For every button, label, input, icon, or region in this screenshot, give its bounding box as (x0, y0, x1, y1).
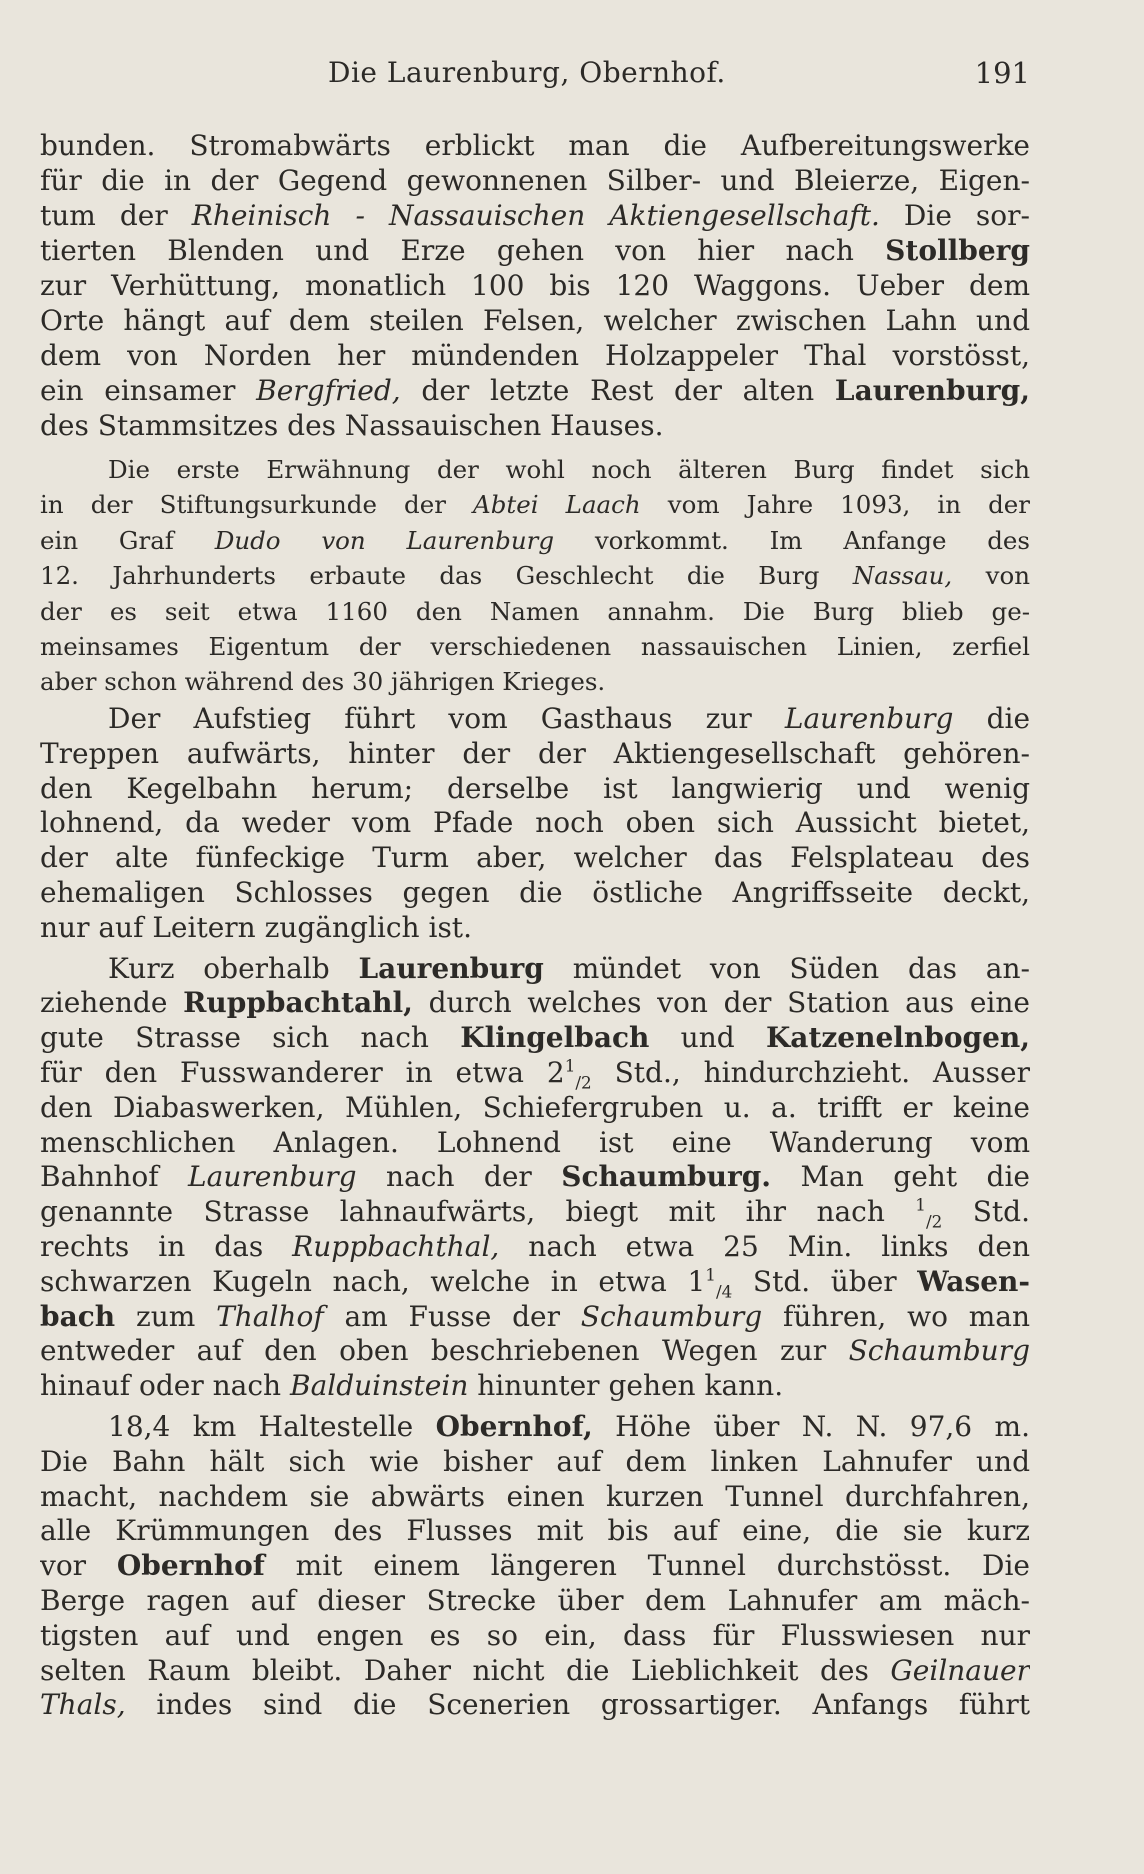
text-line: Berge ragen auf dieser Strecke über dem Lahnufer am mäch- (40, 1583, 1030, 1617)
text-line: zur Verhüttung, monatlich 100 bis 120 Waggons. Ueber dem (40, 269, 1030, 302)
text-line: macht, nachdem sie abwärts einen kurzen Tunnel durchfahren, (40, 1479, 1030, 1513)
running-title: Die Laurenburg, Obernhof. (328, 56, 726, 89)
text-line: ein Graf Dudo von Laurenburg vorkommt. Im Anfange des (40, 525, 1030, 555)
text-line: aber schon während des 30 jährigen Krieges. (40, 667, 606, 697)
text-line: ein einsamer Bergfried, der letzte Rest der alten Laurenburg, (40, 374, 1030, 407)
text-line: 12. Jahrhunderts erbaute das Geschlecht die Burg Nassau, von (40, 561, 1030, 591)
text-line: Orte hängt auf dem steilen Felsen, welcher zwischen Lahn und (40, 304, 1030, 337)
text-line: lohnend, da weder vom Pfade noch oben sich Aussicht bietet, (40, 806, 1030, 840)
text-line: Bahnhof Laurenburg nach der Schaumburg. Man geht die (40, 1160, 1030, 1194)
text-line: alle Krümmungen des Flusses mit bis auf eine, die sie kurz (40, 1514, 1030, 1548)
text-line: hinauf oder nach Balduinstein hinunter gehen kann. (40, 1369, 784, 1403)
text-line: für die in der Gegend gewonnenen Silber- und Bleierze, Eigen- (40, 164, 1030, 197)
text-line: rechts in das Ruppbachthal, nach etwa 25 Min. links den (40, 1229, 1030, 1263)
text-line: tierten Blenden und Erze gehen von hier nach Stollberg (40, 234, 1030, 267)
paragraph-2-small-print (40, 452, 1030, 700)
text-line: des Stammsitzes des Nassauischen Hauses. (40, 409, 664, 442)
text-line: bunden. Stromabwärts erblickt man die Aufbereitungswerke (40, 129, 1030, 162)
text-line: den Diabaswerken, Mühlen, Schiefergruben u. a. trifft er keine (40, 1090, 1030, 1124)
text-line: dem von Norden her mündenden Holzappeler Thal vorstösst, (40, 339, 1030, 372)
paragraph-1 (40, 128, 1030, 443)
main-text (40, 702, 1030, 1723)
text-line: gute Strasse sich nach Klingelbach und Katzenelnbogen, (40, 1021, 1030, 1055)
text-line: bach zum Thalhof am Fusse der Schaumburg führen, wo man (40, 1299, 1030, 1333)
text-line: der es seit etwa 1160 den Namen annahm. Die Burg blieb ge- (40, 596, 1030, 626)
text-line: nur auf Leitern zugänglich ist. (40, 910, 472, 944)
text-line: für den Fusswanderer in etwa $2^1_{/2}$ Std., hindurchzieht. Ausser (40, 1055, 1030, 1091)
text-line: entweder auf den oben beschriebenen Wegen zur Schaumburg (40, 1334, 1030, 1368)
page-number: 191 (974, 56, 1030, 90)
text-line: vor Obernhof mit einem längeren Tunnel durchstösst. Die (40, 1549, 1030, 1583)
text-line: Der Aufstieg führt vom Gasthaus zur Laurenburg die (108, 702, 1030, 735)
text-line: Die erste Erwähnung der wohl noch älteren Burg findet sich (108, 455, 1030, 484)
text-line: in der Stiftungsurkunde der Abtei Laach vom Jahre 1093, in der (40, 490, 1030, 520)
text-line: menschlichen Anlagen. Lohnend ist eine Wanderung vom (40, 1125, 1030, 1159)
text-line: genannte Strasse lahnaufwärts, biegt mit ihr nach $^1_{/2}$ Std. (40, 1195, 1030, 1230)
text-line: tum der Rheinisch - Nassauischen Aktiengesellschaft. Die sor- (40, 199, 1030, 232)
text-line: 18,4 km Haltestelle Obernhof, Höhe über N. N. 97,6 m. (108, 1409, 1030, 1443)
text-line: den Kegelbahn herum; derselbe ist langwierig und wenig (40, 771, 1030, 805)
text-line: ehemaligen Schlosses gegen die östliche Angriffsseite deckt, (40, 875, 1030, 909)
text-line: meinsames Eigentum der verschiedenen nassauischen Linien, zerfiel (40, 631, 1030, 661)
text-line: selten Raum bleibt. Daher nicht die Lieblichkeit des Geilnauer (40, 1653, 1030, 1687)
text-line: Kurz oberhalb Laurenburg mündet von Süden das an- (108, 951, 1030, 985)
text-line: Thals, indes sind die Scenerien grossartiger. Anfangs führt (40, 1688, 1030, 1722)
text-line: Die Bahn hält sich wie bisher auf dem linken Lahnufer und (40, 1444, 1030, 1478)
page-header (40, 56, 1030, 100)
text-line: tigsten auf und engen es so ein, dass für Flusswiesen nur (40, 1618, 1030, 1652)
text-line: ziehende Ruppbachtahl, durch welches von der Station aus eine (40, 986, 1030, 1020)
text-line: der alte fünfeckige Turm aber, welcher das Felsplateau des (40, 841, 1030, 875)
text-line: Treppen aufwärts, hinter der der Aktiengesellschaft gehören- (40, 736, 1030, 770)
text-line: schwarzen Kugeln nach, welche in etwa $1^1_{/4}$ Std. über Wasen- (40, 1264, 1030, 1300)
